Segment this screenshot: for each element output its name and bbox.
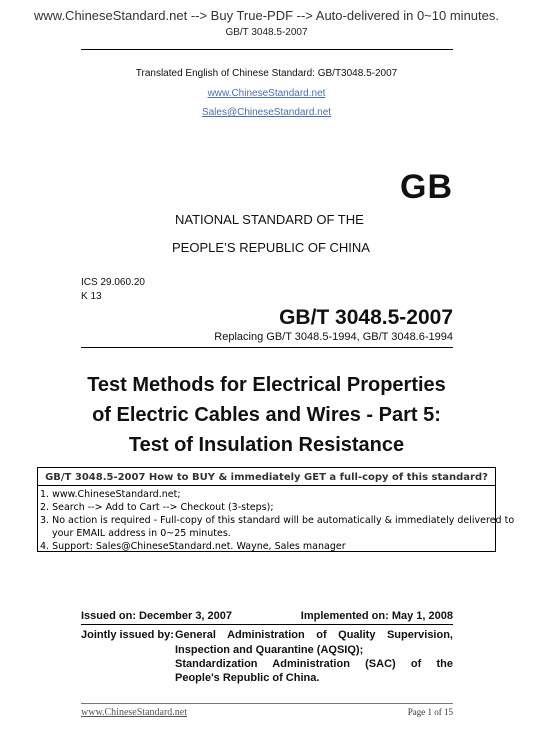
purchase-step-continuation: your EMAIL address in 0~25 minutes. (52, 528, 231, 539)
ics-code: ICS 29.060.20 (81, 277, 145, 288)
ccs-code: K 13 (81, 291, 102, 302)
purchase-info-box (37, 467, 515, 552)
code-divider (81, 347, 453, 348)
purchase-info-heading: GB/T 3048.5-2007 How to BUY & immediately GET a full-copy of this standard? (45, 472, 488, 483)
issuer-line: Standardization Administration (SAC) of the (175, 658, 453, 670)
issuer-line: Inspection and Quarantine (AQSIQ); (175, 644, 364, 656)
top-banner: www.ChineseStandard.net --> Buy True-PDF --> Auto-delivered in 0~10 minutes. (34, 8, 499, 23)
purchase-step: 1. www.ChineseStandard.net; (40, 489, 181, 500)
dates-divider (81, 624, 453, 625)
header-doc-code: GB/T 3048.5-2007 (225, 27, 308, 38)
issuers-label: Jointly issued by: (81, 629, 174, 641)
title-line3: Test of Insulation Resistance (128, 434, 405, 456)
issued-date: Issued on: December 3, 2007 (81, 610, 233, 622)
website-link[interactable]: www.ChineseStandard.net (207, 88, 326, 99)
purchase-step: 2. Search --> Add to Cart --> Checkout (3-steps); (40, 502, 274, 513)
purchase-step: 4. Support: Sales@ChineseStandard.net. Wayne, Sales manager (40, 541, 346, 552)
issuer-line: General Administration of Quality Supervision, (175, 629, 453, 641)
translation-line: Translated English of Chinese Standard: GB/T3048.5-2007 (135, 68, 398, 79)
header-divider (81, 49, 453, 50)
purchase-steps-list (38, 486, 515, 553)
purchase-step: 3. No action is required - Full-copy of this standard will be automatically & immediately delivered to (40, 515, 515, 526)
email-link[interactable]: Sales@ChineseStandard.net (201, 107, 332, 118)
page-number: Page 1 of 15 (407, 707, 453, 717)
document-title (0, 370, 533, 460)
title-line1: Test Methods for Electrical Properties (87, 374, 446, 396)
issuer-line: People's Republic of China. (175, 672, 320, 684)
implemented-date: Implemented on: May 1, 2008 (300, 610, 453, 622)
standard-code: GB/T 3048.5-2007 (279, 306, 453, 329)
replacing-note: Replacing GB/T 3048.5-1994, GB/T 3048.6-1994 (214, 331, 453, 343)
footer-divider (81, 703, 453, 704)
national-standard-line2: PEOPLE’S REPUBLIC OF CHINA (172, 240, 370, 255)
footer-website-link[interactable]: www.ChineseStandard.net (81, 707, 187, 718)
title-line2: of Electric Cables and Wires - Part 5: (92, 404, 441, 426)
gb-mark: GB (400, 168, 453, 206)
national-standard-line1: NATIONAL STANDARD OF THE (175, 212, 364, 227)
